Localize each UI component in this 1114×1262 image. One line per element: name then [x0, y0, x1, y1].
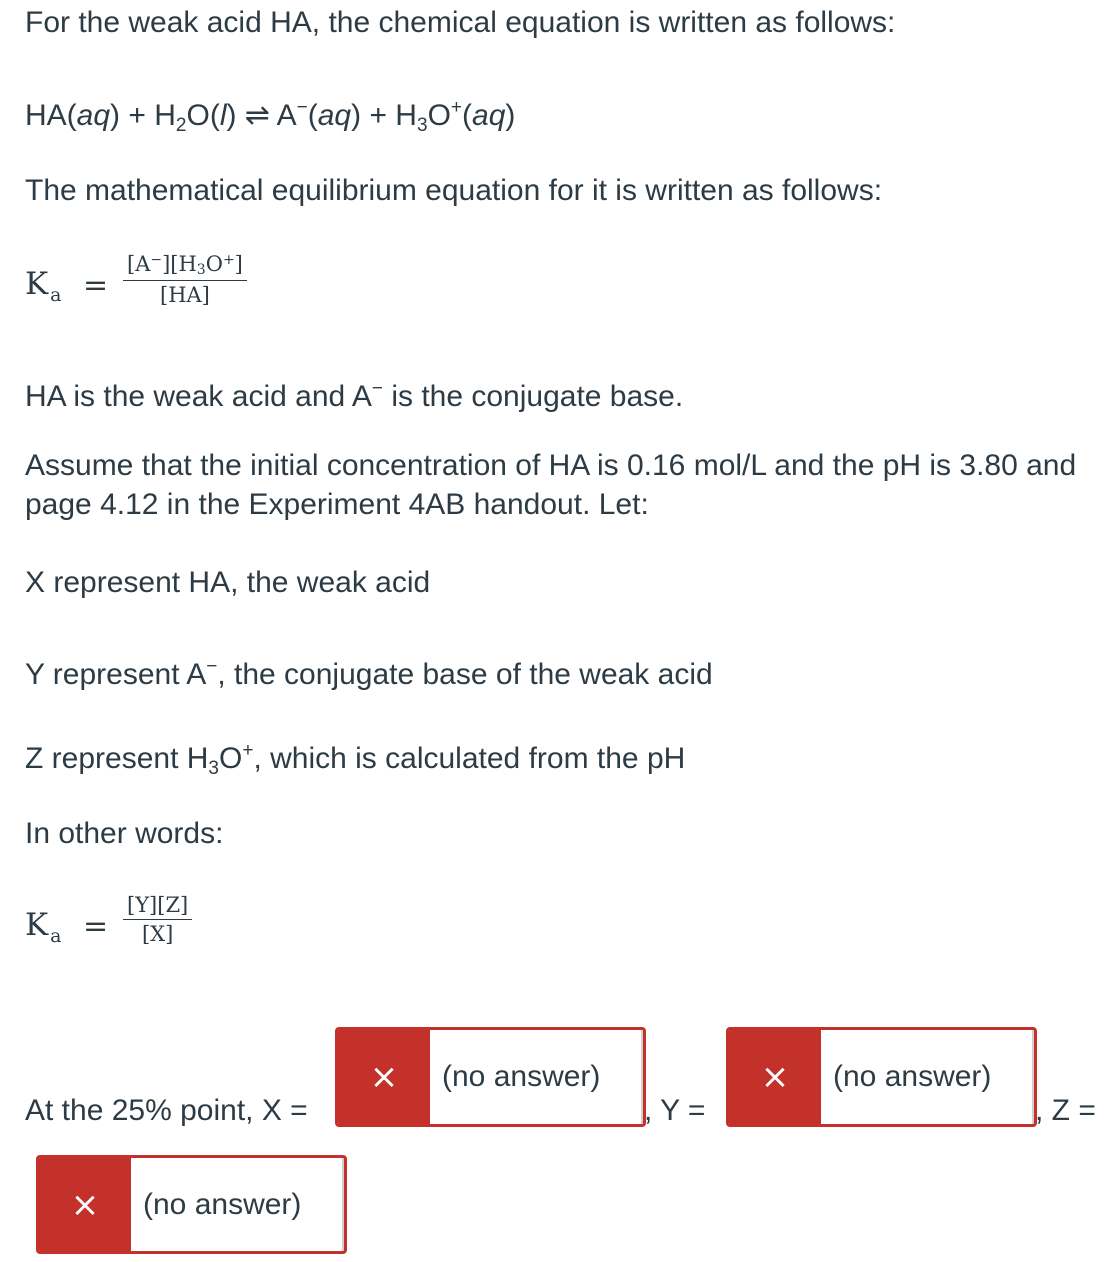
x-definition: X represent HA, the weak acid — [25, 566, 431, 599]
other-words-text: In other words: — [25, 817, 224, 850]
assume-text-line-1: Assume that the initial concentration of HA is 0.16 mol/L and the pH is 3.80 and — [25, 449, 1077, 482]
incorrect-z-icon: × — [39, 1158, 131, 1251]
z-answer-value[interactable]: (no answer) — [131, 1158, 344, 1251]
ka-fraction-1: $\frac{[A^-][H3O^+]}{[HA]}$ — [123, 252, 247, 307]
y-definition: Y represent A−, the conjugate base of the weak acid — [25, 656, 713, 691]
intro-text: For the weak acid HA, the chemical equation is written as follows: — [25, 6, 896, 39]
ka-equation-2: K $_a$ = $\frac{[Y][Z]}{[X]}$ — [25, 893, 245, 973]
incorrect-y-icon: × — [729, 1030, 821, 1124]
y-answer-field[interactable] — [726, 1027, 1037, 1127]
incorrect-x-icon: × — [338, 1030, 430, 1124]
answer-prompt-x: At the 25% point, X = — [25, 1094, 308, 1127]
x-answer-field[interactable] — [335, 1027, 646, 1127]
weak-acid-text: HA is the weak acid and A− is the conjugate base. — [25, 378, 684, 413]
z-definition: Z represent $H_3O^+$, which is calculated from the pH — [25, 740, 686, 779]
chemical-equation: $HA(aq) + H_2O(l)$ ⇌ $A^-(aq) + H_3O^+(aq)$ — [25, 97, 516, 136]
y-answer-value[interactable]: (no answer) — [821, 1030, 1034, 1124]
assume-text-line-2: page 4.12 in the Experiment 4AB handout. Let: — [25, 488, 649, 521]
x-answer-value[interactable]: (no answer) — [430, 1030, 643, 1124]
ka-equation-1: K $_a$ = $\frac{[A^-][H3O^+]}{[HA]}$ — [25, 252, 325, 332]
math-intro-text: The mathematical equilibrium equation for it is written as follows: — [25, 174, 883, 207]
answer-prompt-y: , Y = — [644, 1094, 706, 1127]
z-answer-field[interactable] — [36, 1155, 347, 1254]
answer-prompt-z: , Z = — [1035, 1094, 1096, 1127]
ka-fraction-2: $\frac{[Y][Z]}{[X]}$ — [123, 893, 192, 946]
